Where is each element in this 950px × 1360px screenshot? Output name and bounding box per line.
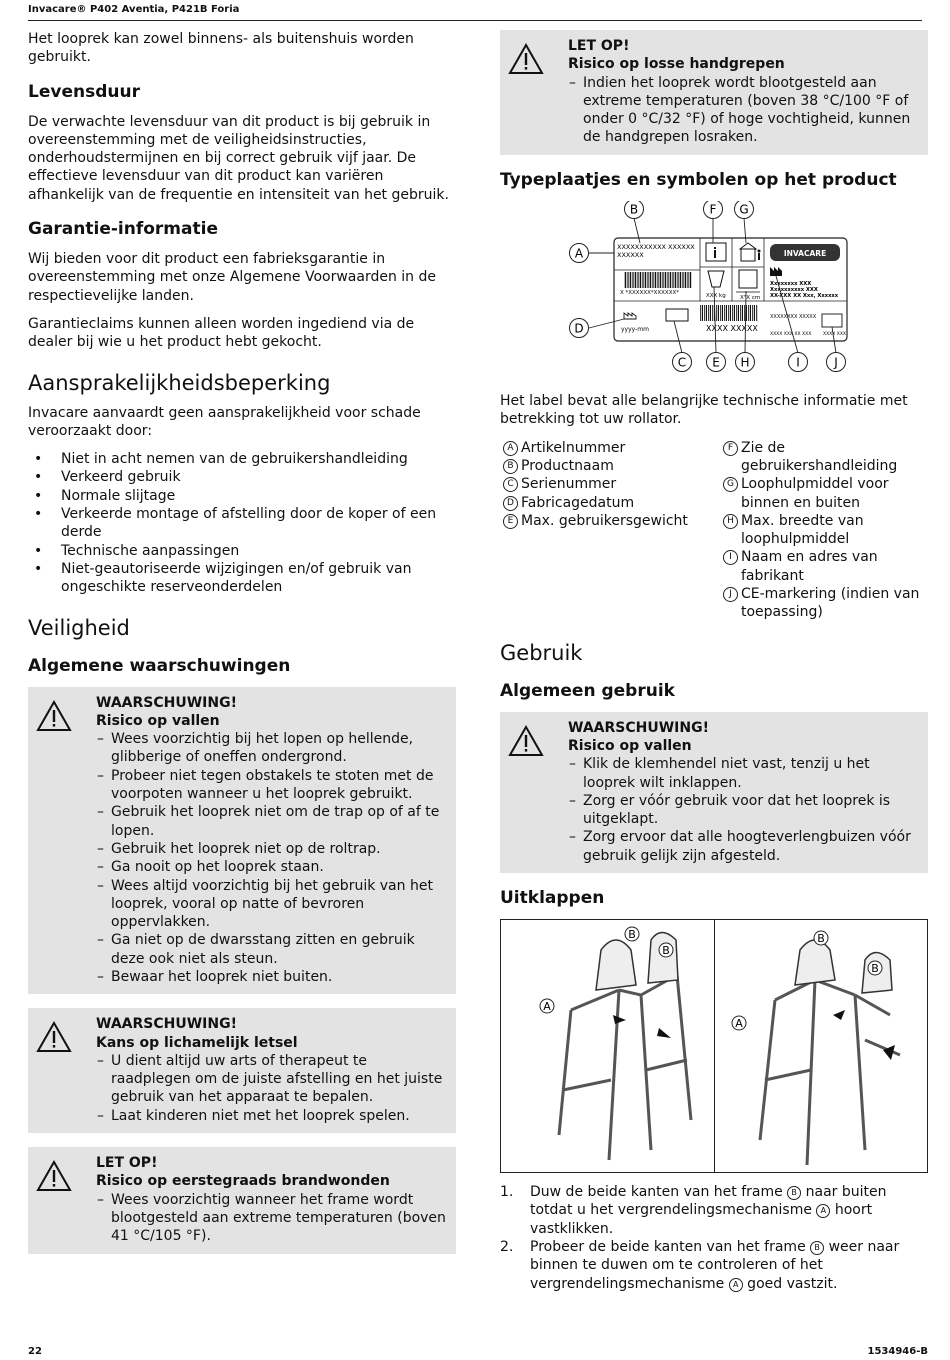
warning-item: – Gebruik het looprek niet om de trap op of af te lopen.	[96, 803, 448, 840]
svg-text:G: G	[739, 202, 749, 217]
label-maker-1: Xxxxxxxx XXX	[770, 280, 812, 287]
warning-item: – Ga niet op de dwarsstang zitten en gebruik deze ook niet als steun.	[96, 931, 448, 968]
svg-text:J: J	[834, 355, 838, 370]
label-serial: XXXX XXXXX	[706, 323, 758, 333]
section-veiligheid-title: Veiligheid	[28, 615, 130, 640]
warning-subtitle: Risico op losse handgrepen	[568, 56, 785, 73]
label-description: Het label bevat alle belangrijke technische informatie met betrekking tot uw rollator.	[500, 393, 908, 428]
legend-item: C Serienummer	[500, 475, 720, 493]
algemeen-gebruik-title: Algemeen gebruik	[500, 680, 675, 701]
warning-subtitle: Risico op vallen	[568, 737, 692, 754]
warning-item: – U dient altijd uw arts of therapeut te raadplegen om de juiste afstelling en het juiste gebruik van het apparaat te bepalen.	[96, 1052, 448, 1107]
warning-triangle-icon	[36, 694, 96, 987]
list-item: • Technische aanpassingen	[28, 542, 456, 560]
label-small-2: XXXX XXX XX XXX	[770, 331, 812, 337]
warning-item: – Klik de klemhendel niet vast, tenzij u het looprek wilt inklappen.	[568, 755, 920, 792]
warning-title: LET OP!	[568, 38, 630, 54]
legend-item: F Zie de gebruikershandleiding	[720, 439, 928, 476]
section-levensduur-title: Levensduur	[28, 81, 140, 102]
product-label-figure	[500, 201, 928, 382]
warning-item: – Indien het looprek wordt blootgesteld aan extreme temperaturen (boven 38 °C/100 °F of onder 0 °C/32 °F) of hoge vochtigheid, kunnen de handgrepen losraken.	[568, 74, 920, 147]
step-item: 2. Probeer de beide kanten van het frame B weer naar binnen te duwen om te controleren of het vergrendelingsmechanisme A goed vastzit.	[500, 1238, 900, 1292]
svg-text:H: H	[740, 355, 750, 370]
warning-item: – Laat kinderen niet met het looprek spelen.	[96, 1107, 448, 1125]
marker-f	[704, 201, 723, 219]
section-gebruik-title: Gebruik	[500, 640, 583, 665]
marker-b	[625, 201, 644, 219]
label-small-3: XXXX XXX	[823, 331, 847, 337]
marker-h	[736, 352, 755, 371]
unfold-illustration-1	[501, 920, 714, 1172]
warning-triangle-icon	[36, 1015, 96, 1125]
svg-text:C: C	[677, 355, 687, 370]
marker-i	[789, 352, 808, 371]
caution-box-brandwonden	[28, 1147, 456, 1253]
list-item: • Verkeerd gebruik	[28, 468, 456, 486]
list-item: • Verkeerde montage of afstelling door de koper of een derde	[28, 505, 456, 542]
warning-title: LET OP!	[96, 1155, 158, 1172]
label-maker-2: Xxxxxxxxxx XXX	[770, 286, 818, 293]
svg-text:A: A	[543, 1000, 551, 1014]
label-code2: XXXXXX	[617, 250, 644, 259]
legend-item: A Artikelnummer	[500, 439, 720, 457]
uitklappen-title: Uitklappen	[500, 888, 605, 909]
warning-item: – Zorg er vóór gebruik voor dat het looprek is uitgeklapt.	[568, 792, 920, 829]
label-maker-3: XX-XXX XX Xxx, Xxxxxx	[770, 292, 839, 299]
section-aansprakelijkheid-title: Aansprakelijkheidsbeperking	[28, 370, 331, 395]
marker-a	[570, 243, 589, 262]
invacare-logo	[770, 244, 840, 261]
warning-triangle-icon	[508, 37, 568, 147]
warning-box-gebruik	[500, 712, 928, 873]
warning-title: WAARSCHUWING!	[568, 719, 709, 736]
levensduur-text: De verwachte levensduur van dit product is bij gebruik in overeenstemming met de veiligheidsinstructies, onderhoudstermijnen en bij correct gebruik vijf jaar. De effectieve levensduur van dit product kan variëren afhankelijk van de frequentie en intensiteit van het gebruik.	[28, 113, 449, 203]
logo-text: INVACARE	[783, 248, 827, 258]
unfold-illustration-2	[714, 920, 928, 1172]
warning-item: – Zorg ervoor dat alle hoogteverlengbuizen vóór gebruik gelijk zijn afgesteld.	[568, 828, 920, 865]
warning-item: – Wees altijd voorzichtig bij het gebruik van het looprek, vooral op natte of bevroren oppervlakken.	[96, 877, 448, 932]
warning-title: WAARSCHUWING!	[96, 694, 237, 711]
svg-text:B: B	[817, 932, 825, 946]
legend-item: H Max. breedte van loophulpmiddel	[720, 512, 928, 549]
label-kg: XXX kg	[706, 292, 726, 299]
svg-text:B: B	[628, 928, 636, 942]
garantie-text-2: Garantieclaims kunnen alleen worden ingediend via de dealer bij wie u het product hebt gekocht.	[28, 315, 415, 351]
page-number: 22	[28, 1346, 42, 1357]
marker-a	[732, 1016, 746, 1030]
algemene-waarschuwingen-title: Algemene waarschuwingen	[28, 655, 291, 676]
svg-text:B: B	[662, 944, 670, 958]
svg-text:F: F	[709, 202, 717, 217]
page-header	[28, 4, 922, 21]
warning-subtitle: Risico op eerstegraads brandwonden	[96, 1173, 390, 1190]
garantie-text-1: Wij bieden voor dit product een fabrieksgarantie in overeenstemming met onze Algemene Voorwaarden in de respectievelijke landen.	[28, 251, 437, 304]
marker-d	[570, 318, 589, 337]
unfold-illustrations	[500, 919, 928, 1173]
legend-item: J CE-markering (indien van toepassing)	[720, 585, 928, 622]
svg-text:B: B	[871, 962, 879, 976]
warning-item: – Gebruik het looprek niet op de roltrap.	[96, 840, 448, 858]
warning-title: WAARSCHUWING!	[96, 1016, 237, 1033]
document-number: 1534946-B	[867, 1346, 928, 1357]
label-cm: X"X cm	[740, 294, 761, 301]
marker-c	[673, 352, 692, 371]
svg-text:I: I	[796, 355, 800, 370]
marker-b	[868, 961, 882, 975]
warning-triangle-icon	[508, 719, 568, 865]
svg-text:E: E	[712, 355, 720, 370]
section-typeplaatjes-title: Typeplaatjes en symbolen op het product	[500, 169, 897, 190]
unfold-steps	[500, 1183, 928, 1293]
warning-item: – Wees voorzichtig bij het lopen op hellende, glibberige of oneffen ondergrond.	[96, 730, 448, 767]
liability-list	[28, 450, 456, 596]
list-item: • Niet-geautoriseerde wijzigingen en/of gebruik van ongeschikte reserveonderdelen	[28, 560, 456, 597]
svg-text:B: B	[629, 202, 639, 217]
warning-item: – Ga nooit op het looprek staan.	[96, 858, 448, 876]
warning-item: – Probeer niet tegen obstakels te stoten met de voorpoten wanneer u het looprek gebruikt.	[96, 767, 448, 804]
legend-item: D Fabricagedatum	[500, 494, 720, 512]
intro-text: Het looprek kan zowel binnens- als buitenshuis worden gebruikt.	[28, 31, 414, 66]
svg-text:A: A	[574, 246, 584, 261]
svg-text:D: D	[574, 321, 584, 336]
caution-box-handgrepen	[500, 30, 928, 155]
marker-j	[827, 352, 846, 371]
legend-item: I Naam en adres van fabrikant	[720, 548, 928, 585]
marker-b	[814, 931, 828, 945]
step-item: 1. Duw de beide kanten van het frame B naar buiten totdat u het vergrendelingsmechanisme A hoort vastklikken.	[500, 1184, 887, 1237]
marker-b	[659, 943, 673, 957]
right-column	[500, 30, 928, 1293]
marker-e	[707, 352, 726, 371]
warning-box-vallen	[28, 687, 456, 995]
section-garantie-title: Garantie-informatie	[28, 219, 218, 240]
legend-item: E Max. gebruikersgewicht	[500, 512, 720, 530]
list-item: • Normale slijtage	[28, 487, 456, 505]
label-barcode-text: X *XXXXXX*XXXXXX*	[620, 289, 679, 296]
legend-item: B Productnaam	[500, 457, 720, 475]
symbol-legend	[500, 439, 928, 622]
barcode-icon	[624, 272, 692, 288]
label-small-1: XXXXXXXX XXXXX	[770, 313, 817, 320]
warning-triangle-icon	[36, 1154, 96, 1245]
label-date: yyyy-mm	[621, 325, 649, 333]
warning-box-letsel	[28, 1008, 456, 1133]
header-title: Invacare® P402 Aventia, P421B Foria	[28, 4, 240, 15]
label-code: XXXXXXXXXXX XXXXXX	[617, 242, 695, 251]
marker-g	[735, 201, 754, 219]
left-column	[28, 30, 456, 1268]
serial-barcode	[700, 305, 758, 321]
aansprakelijkheid-intro: Invacare aanvaardt geen aansprakelijkheid voor schade veroorzaakt door:	[28, 404, 421, 439]
warning-item: – Bewaar het looprek niet buiten.	[96, 968, 448, 986]
marker-a	[540, 999, 554, 1013]
warning-subtitle: Kans op lichamelijk letsel	[96, 1034, 298, 1051]
marker-b	[625, 927, 639, 941]
legend-item: G Loophulpmiddel voor binnen en buiten	[720, 475, 928, 512]
warning-subtitle: Risico op vallen	[96, 712, 220, 729]
svg-text:A: A	[735, 1017, 743, 1031]
list-item: • Niet in acht nemen van de gebruikershandleiding	[28, 450, 456, 468]
warning-item: – Wees voorzichtig wanneer het frame wordt blootgesteld aan extreme temperaturen (boven 41 °C/105 °F).	[96, 1191, 448, 1246]
